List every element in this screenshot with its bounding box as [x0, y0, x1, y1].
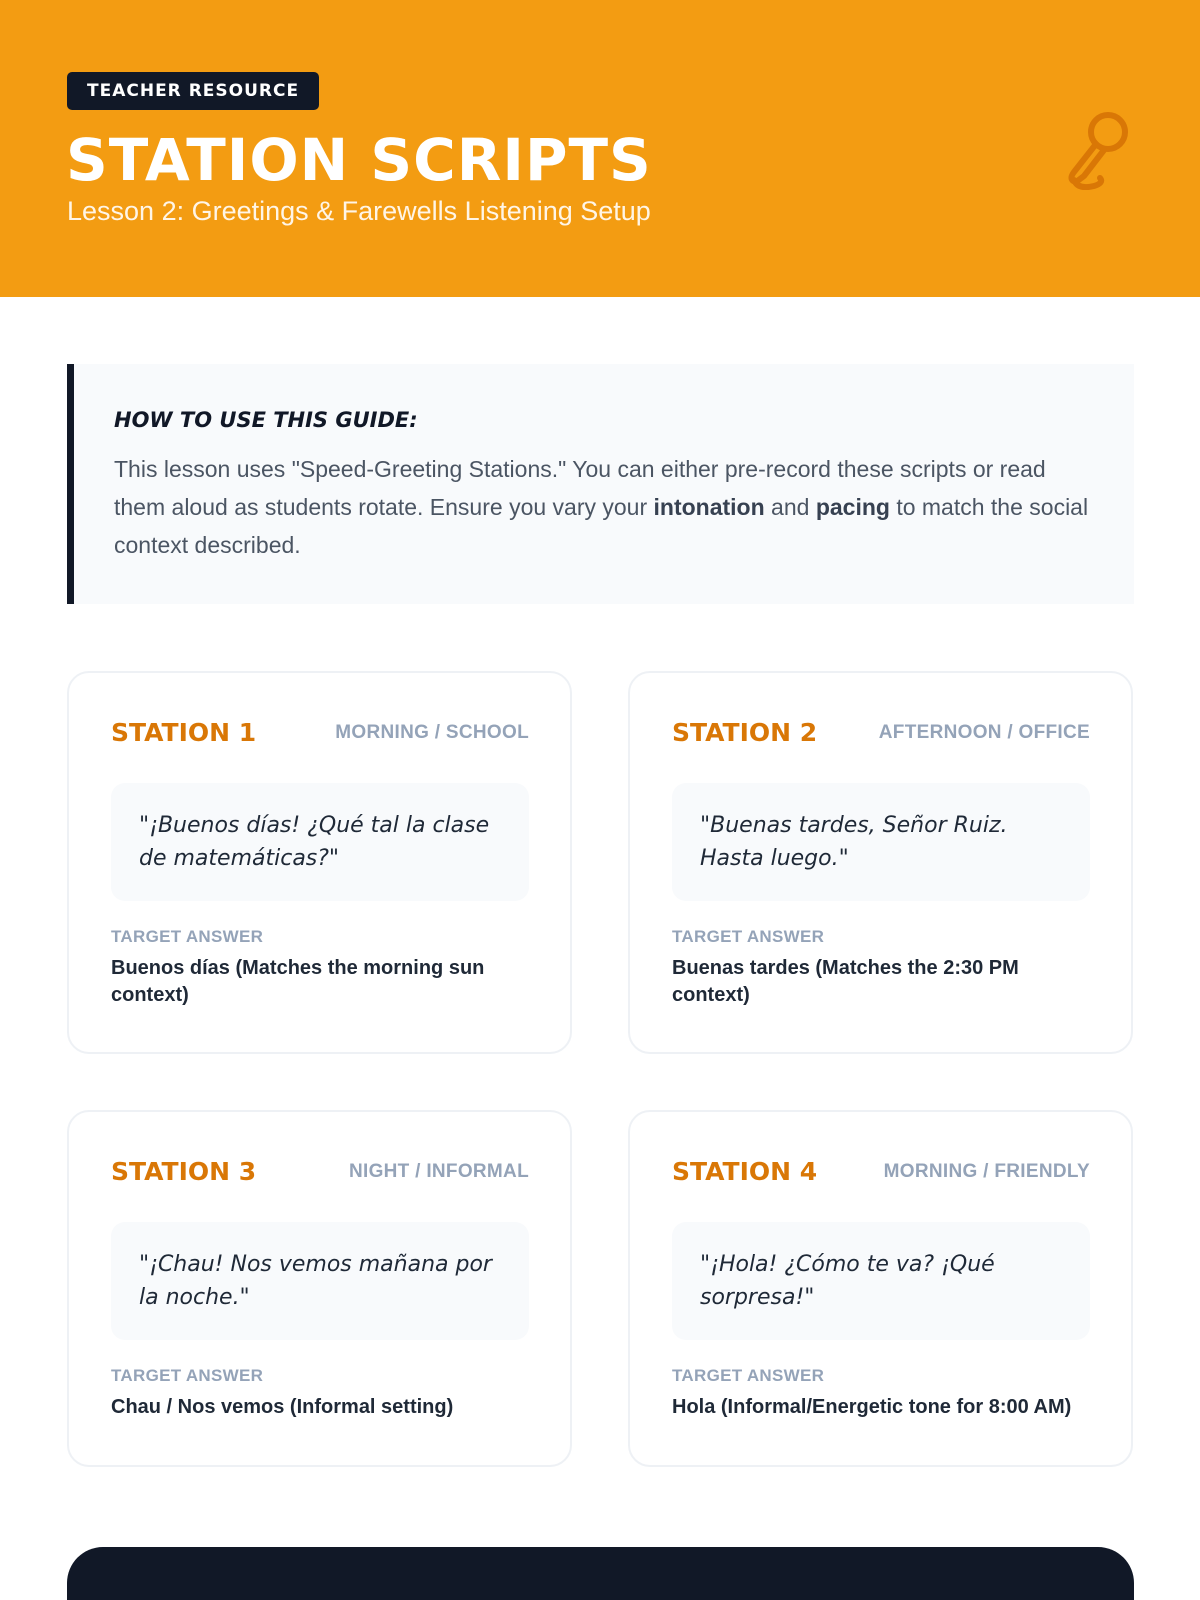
page-subtitle: Lesson 2: Greetings & Farewells Listening Setup: [67, 196, 651, 226]
station-card-header: [111, 1152, 529, 1192]
target-answer: Buenos días (Matches the morning sun context): [111, 957, 485, 1006]
station-context: AFTERNOON / OFFICE: [878, 722, 1090, 743]
station-context: MORNING / FRIENDLY: [883, 1161, 1090, 1182]
page-title: STATION SCRIPTS: [66, 126, 652, 194]
target-answer: Buenas tardes (Matches the 2:30 PM context): [672, 957, 1019, 1006]
station-context: NIGHT / INFORMAL: [348, 1161, 529, 1182]
station-context: MORNING / SCHOOL: [335, 722, 529, 743]
target-answer-label: TARGET ANSWER: [672, 927, 825, 946]
station-card-2: [628, 671, 1133, 1054]
station-card-header: [111, 713, 529, 753]
station-script: "Buenas tardes, Señor Ruiz. Hasta luego.": [672, 783, 1090, 901]
station-card-1: [67, 671, 572, 1054]
resource-badge: TEACHER RESOURCE: [67, 72, 319, 110]
header-banner: [0, 0, 1200, 297]
guide-bold-pacing: pacing: [815, 494, 890, 520]
station-card-header: [672, 713, 1090, 753]
guide-bold-intonation: intonation: [653, 494, 765, 520]
footer-panel: [67, 1547, 1134, 1600]
target-answer-label: TARGET ANSWER: [111, 927, 264, 946]
target-answer-label: TARGET ANSWER: [111, 1366, 264, 1385]
guide-text-1: This lesson uses "Speed-Greeting Stations." You can either pre-record these scripts or read them aloud as students rotate. Ensure you vary your: [114, 456, 1046, 520]
station-script: "¡Chau! Nos vemos mañana por la noche.": [111, 1222, 529, 1340]
station-label: STATION 3: [111, 1157, 257, 1186]
guide-title: HOW TO USE THIS GUIDE:: [114, 408, 418, 432]
guide-text-2: and: [764, 494, 816, 520]
station-script: "¡Hola! ¿Cómo te va? ¡Qué sorpresa!": [672, 1222, 1090, 1340]
station-card-header: [672, 1152, 1090, 1192]
station-script: "¡Buenos días! ¿Qué tal la clase de matemáticas?": [111, 783, 529, 901]
station-card-4: [628, 1110, 1133, 1467]
target-answer: Chau / Nos vemos (Informal setting): [111, 1396, 454, 1418]
station-label: STATION 4: [672, 1157, 818, 1186]
station-label: STATION 2: [672, 718, 818, 747]
guide-body: [114, 450, 1092, 564]
station-card-3: [67, 1110, 572, 1467]
target-answer: Hola (Informal/Energetic tone for 8:00 AM): [672, 1396, 1072, 1418]
target-answer-label: TARGET ANSWER: [672, 1366, 825, 1385]
usage-guide: [67, 364, 1134, 604]
station-label: STATION 1: [111, 718, 257, 747]
microphone-icon: [1060, 106, 1134, 190]
guide-text-3: to match the social context described.: [114, 494, 1089, 558]
